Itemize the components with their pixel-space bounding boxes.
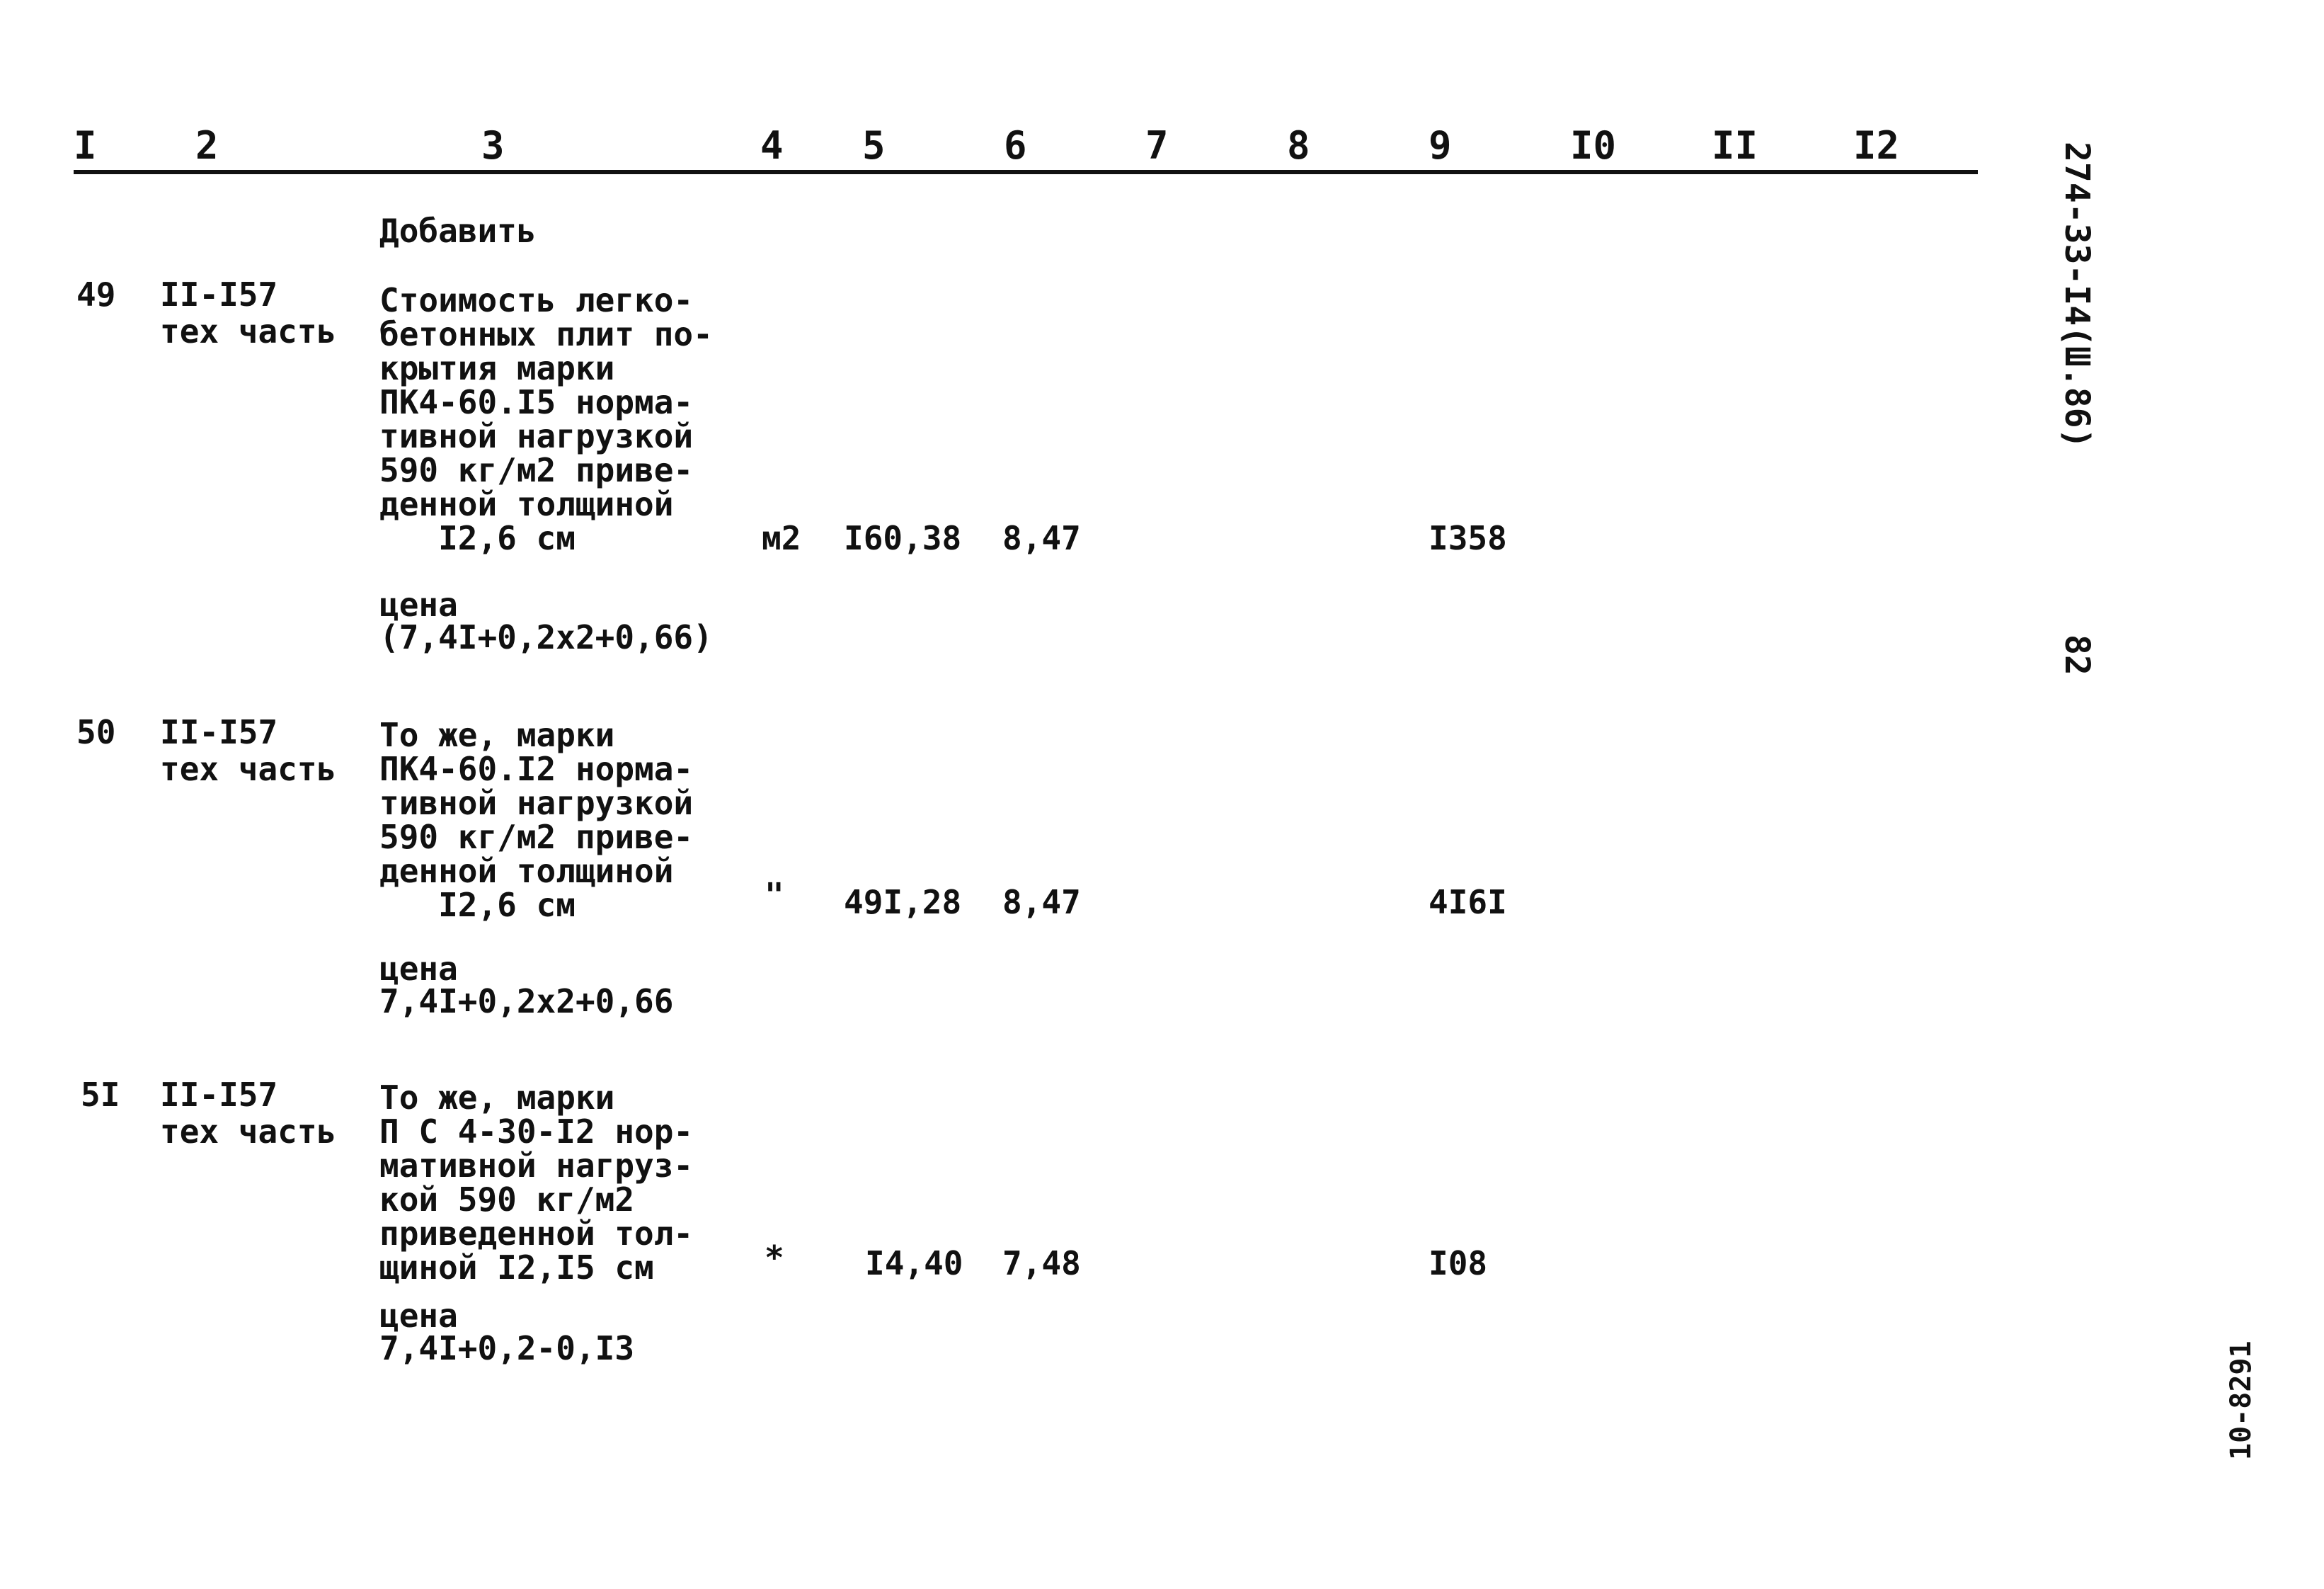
row-number: 50 [76, 713, 116, 751]
row-quantity: I60,38 [844, 519, 962, 557]
row-price-label: цена [379, 950, 458, 988]
col-header-12: I2 [1853, 123, 1900, 168]
row-price-formula: (7,4I+0,2х2+0,66) [379, 618, 713, 656]
row-price-formula: 7,4I+0,2-0,I3 [379, 1329, 635, 1367]
row-code: II-I57 [160, 1076, 278, 1114]
row-price: 7,48 [1002, 1244, 1081, 1282]
col-header-10: I0 [1570, 123, 1617, 168]
row-unit: * [765, 1238, 784, 1277]
row-code: II-I57 [160, 275, 278, 314]
row-number: 49 [76, 275, 116, 314]
col-header-5: 5 [862, 123, 886, 168]
row-code-sub: тех часть [160, 1112, 337, 1151]
page-number: 82 [2057, 634, 2097, 676]
col-header-9: 9 [1429, 123, 1452, 168]
row-price: 8,47 [1002, 519, 1081, 557]
row-code: II-I57 [160, 713, 278, 751]
col-header-8: 8 [1287, 123, 1310, 168]
row-price: 8,47 [1002, 883, 1081, 921]
row-quantity: 49I,28 [844, 883, 962, 921]
row-price-formula: 7,4I+0,2х2+0,66 [379, 982, 674, 1020]
col-header-11: II [1712, 123, 1758, 168]
row-code-sub: тех часть [160, 312, 337, 351]
row-total: 4I6I [1429, 883, 1507, 921]
document-code: 274-33-I4(Ш.86) [2057, 142, 2097, 449]
row-quantity: I4,40 [865, 1244, 963, 1282]
row-unit: м2 [762, 519, 801, 557]
col-header-4: 4 [760, 123, 784, 168]
row-unit: " [765, 876, 784, 914]
stamp-number: 10-8291 [2225, 1340, 2257, 1460]
row-description: То же, марки П С 4-30-I2 нор- мативной нагруз- кой 590 кг/м2 приведенной тол- щиной I2,I5 см [379, 1078, 694, 1287]
row-description: Стоимость легко- бетонных плит по- крытия марки ПК4-60.I5 норма- тивной нагрузкой 590 кг/м2 приве- денной толщиной I2,6 см [379, 281, 713, 557]
col-header-6: 6 [1004, 123, 1027, 168]
col-header-3: 3 [481, 123, 505, 168]
row-price-label: цена [379, 1297, 458, 1335]
col-header-2: 2 [195, 123, 219, 168]
row-code-sub: тех часть [160, 750, 337, 788]
section-label: Добавить [379, 212, 537, 250]
col-header-7: 7 [1145, 123, 1169, 168]
row-number: 5I [81, 1076, 120, 1114]
col-header-1: I [74, 123, 97, 168]
header-rule [74, 170, 1978, 174]
row-total: I08 [1429, 1244, 1488, 1282]
row-price-label: цена [379, 586, 458, 624]
row-description: То же, марки ПК4-60.I2 норма- тивной нагрузкой 590 кг/м2 приве- денной толщиной I2,6 см [379, 716, 694, 924]
row-total: I358 [1429, 519, 1507, 557]
